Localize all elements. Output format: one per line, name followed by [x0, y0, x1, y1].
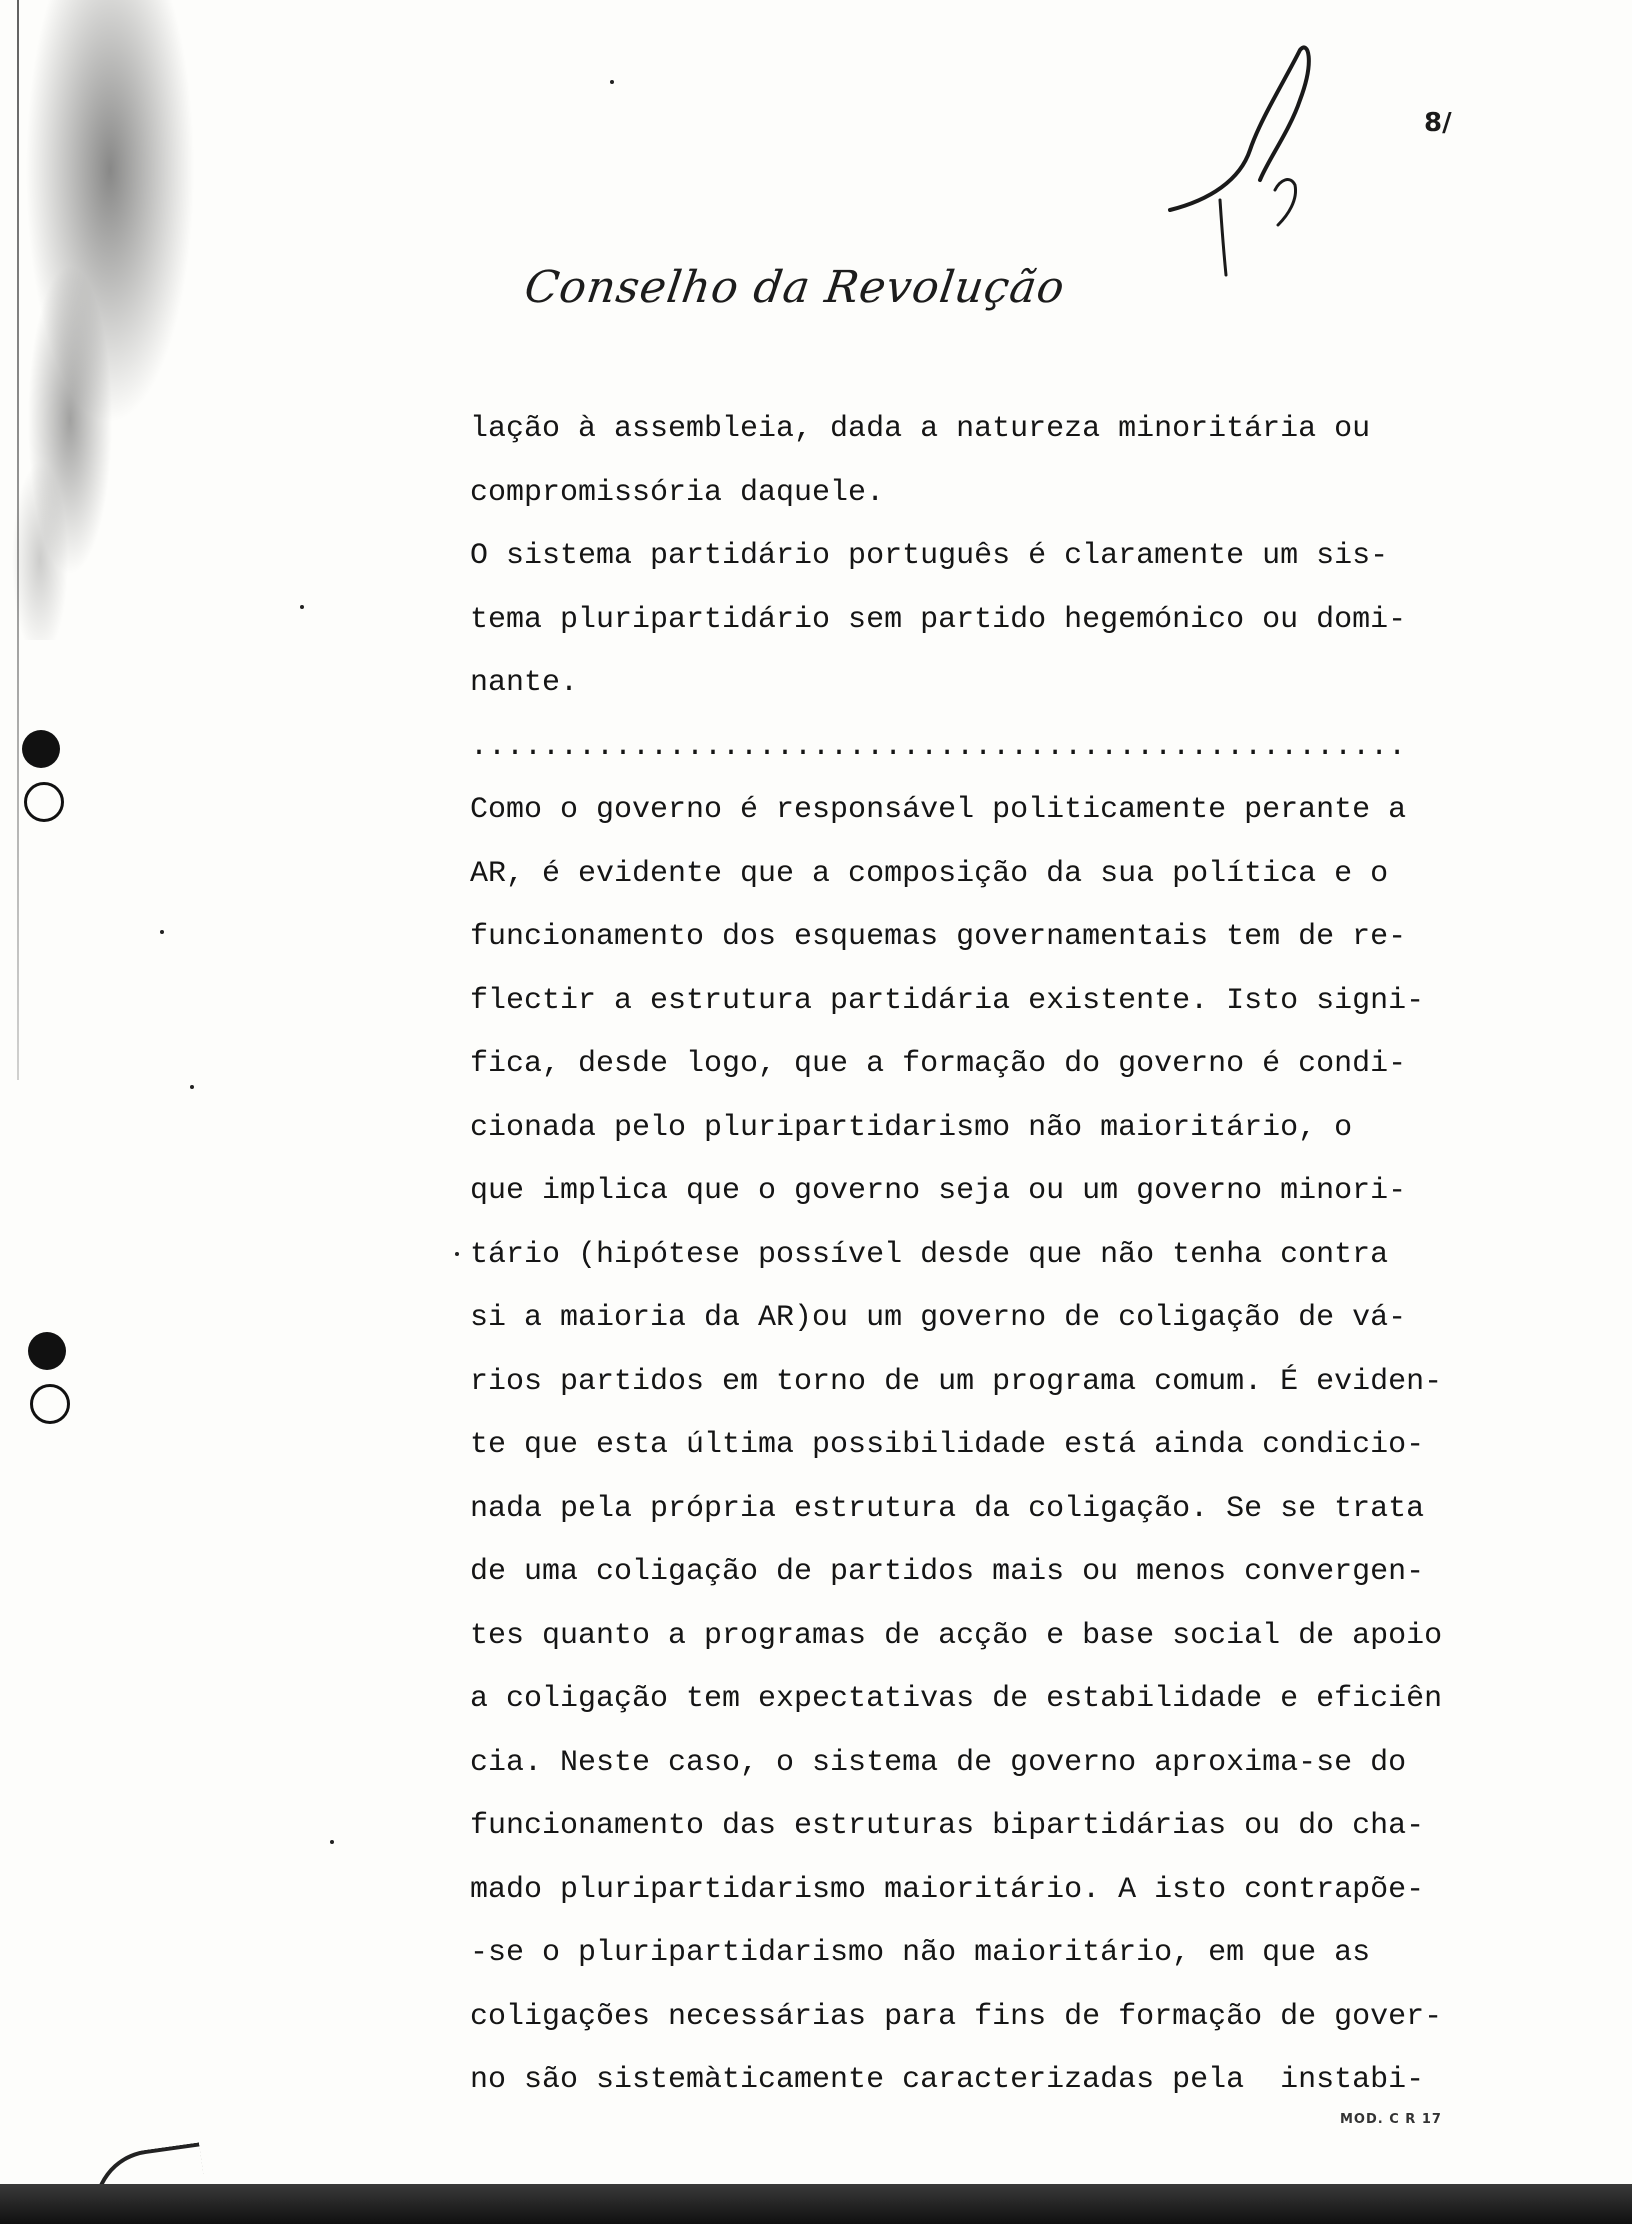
text-line: mado pluripartidarismo maioritário. A isto contrapõe- — [470, 1872, 1425, 1907]
scan-bottom-edge — [0, 2184, 1632, 2224]
text-line: funcionamento das estruturas bipartidárias ou do cha- — [470, 1809, 1425, 1843]
punch-hole-ring — [24, 782, 64, 822]
text-line: compromissória daquele. — [470, 475, 885, 510]
text-line: nada pela própria estrutura da coligação. Se se trata — [470, 1491, 1425, 1526]
text-line: flectir a estrutura partidária existente. Isto signi- — [470, 983, 1425, 1018]
text-line: no são sistemàticamente caracterizadas pela instabi- — [470, 2063, 1425, 2097]
scan-speck — [190, 1085, 194, 1089]
text-line: cia. Neste caso, o sistema de governo aproxima-se do — [470, 1745, 1407, 1780]
body-text — [470, 398, 1500, 2113]
handwritten-initials-signature — [1150, 40, 1340, 290]
letterhead-title: Conselho da Revolução — [521, 262, 1069, 313]
text-line: AR, é evidente que a composição da sua política e o — [470, 856, 1389, 891]
scan-shadow — [0, 0, 320, 640]
scan-speck — [455, 1252, 459, 1256]
text-line: que implica que o governo seja ou um governo minori- — [470, 1174, 1407, 1208]
text-line: te que esta última possibilidade está ainda condicio- — [470, 1428, 1425, 1462]
text-line: lação à assembleia, dada a natureza minoritária ou — [470, 412, 1371, 446]
text-line: O sistema partidário português é claramente um sis- — [470, 539, 1389, 573]
text-line: nante. — [470, 666, 579, 700]
form-code: MOD. C R 17 — [1340, 2112, 1442, 2127]
text-line: a coligação tem expectativas de estabilidade e eficiên — [470, 1682, 1443, 1716]
punch-hole-filled — [22, 730, 60, 768]
text-line: Como o governo é responsável politicamente perante a — [470, 793, 1407, 827]
text-line: tes quanto a programas de acção e base social de apoio — [470, 1618, 1443, 1653]
text-line: tário (hipótese possível desde que não tenha contra — [470, 1237, 1389, 1272]
page-edge-line — [17, 0, 19, 1080]
scan-speck — [300, 605, 304, 609]
punch-hole-ring — [30, 1384, 70, 1424]
text-line: tema pluripartidário sem partido hegemónico ou domi- — [470, 602, 1407, 637]
text-line: rios partidos em torno de um programa comum. É eviden- — [470, 1364, 1443, 1399]
text-line: .................................................... — [470, 729, 1407, 764]
text-line: de uma coligação de partidos mais ou menos convergen- — [470, 1555, 1425, 1589]
text-line: si a maioria da AR)ou um governo de coligação de vá- — [470, 1301, 1407, 1335]
punch-hole-filled — [28, 1332, 66, 1370]
text-line: funcionamento dos esquemas governamentais tem de re- — [470, 920, 1407, 954]
scan-speck — [330, 1840, 334, 1844]
text-line: -se o pluripartidarismo não maioritário, em que as — [470, 1936, 1371, 1970]
text-line: coligações necessárias para fins de formação de gover- — [470, 1999, 1443, 2034]
page-number: 8/ — [1424, 108, 1452, 138]
text-line: fica, desde logo, que a formação do governo é condi- — [470, 1047, 1407, 1081]
text-line: cionada pelo pluripartidarismo não maioritário, o — [470, 1110, 1353, 1145]
scan-speck — [160, 930, 164, 934]
scan-speck — [610, 80, 614, 84]
